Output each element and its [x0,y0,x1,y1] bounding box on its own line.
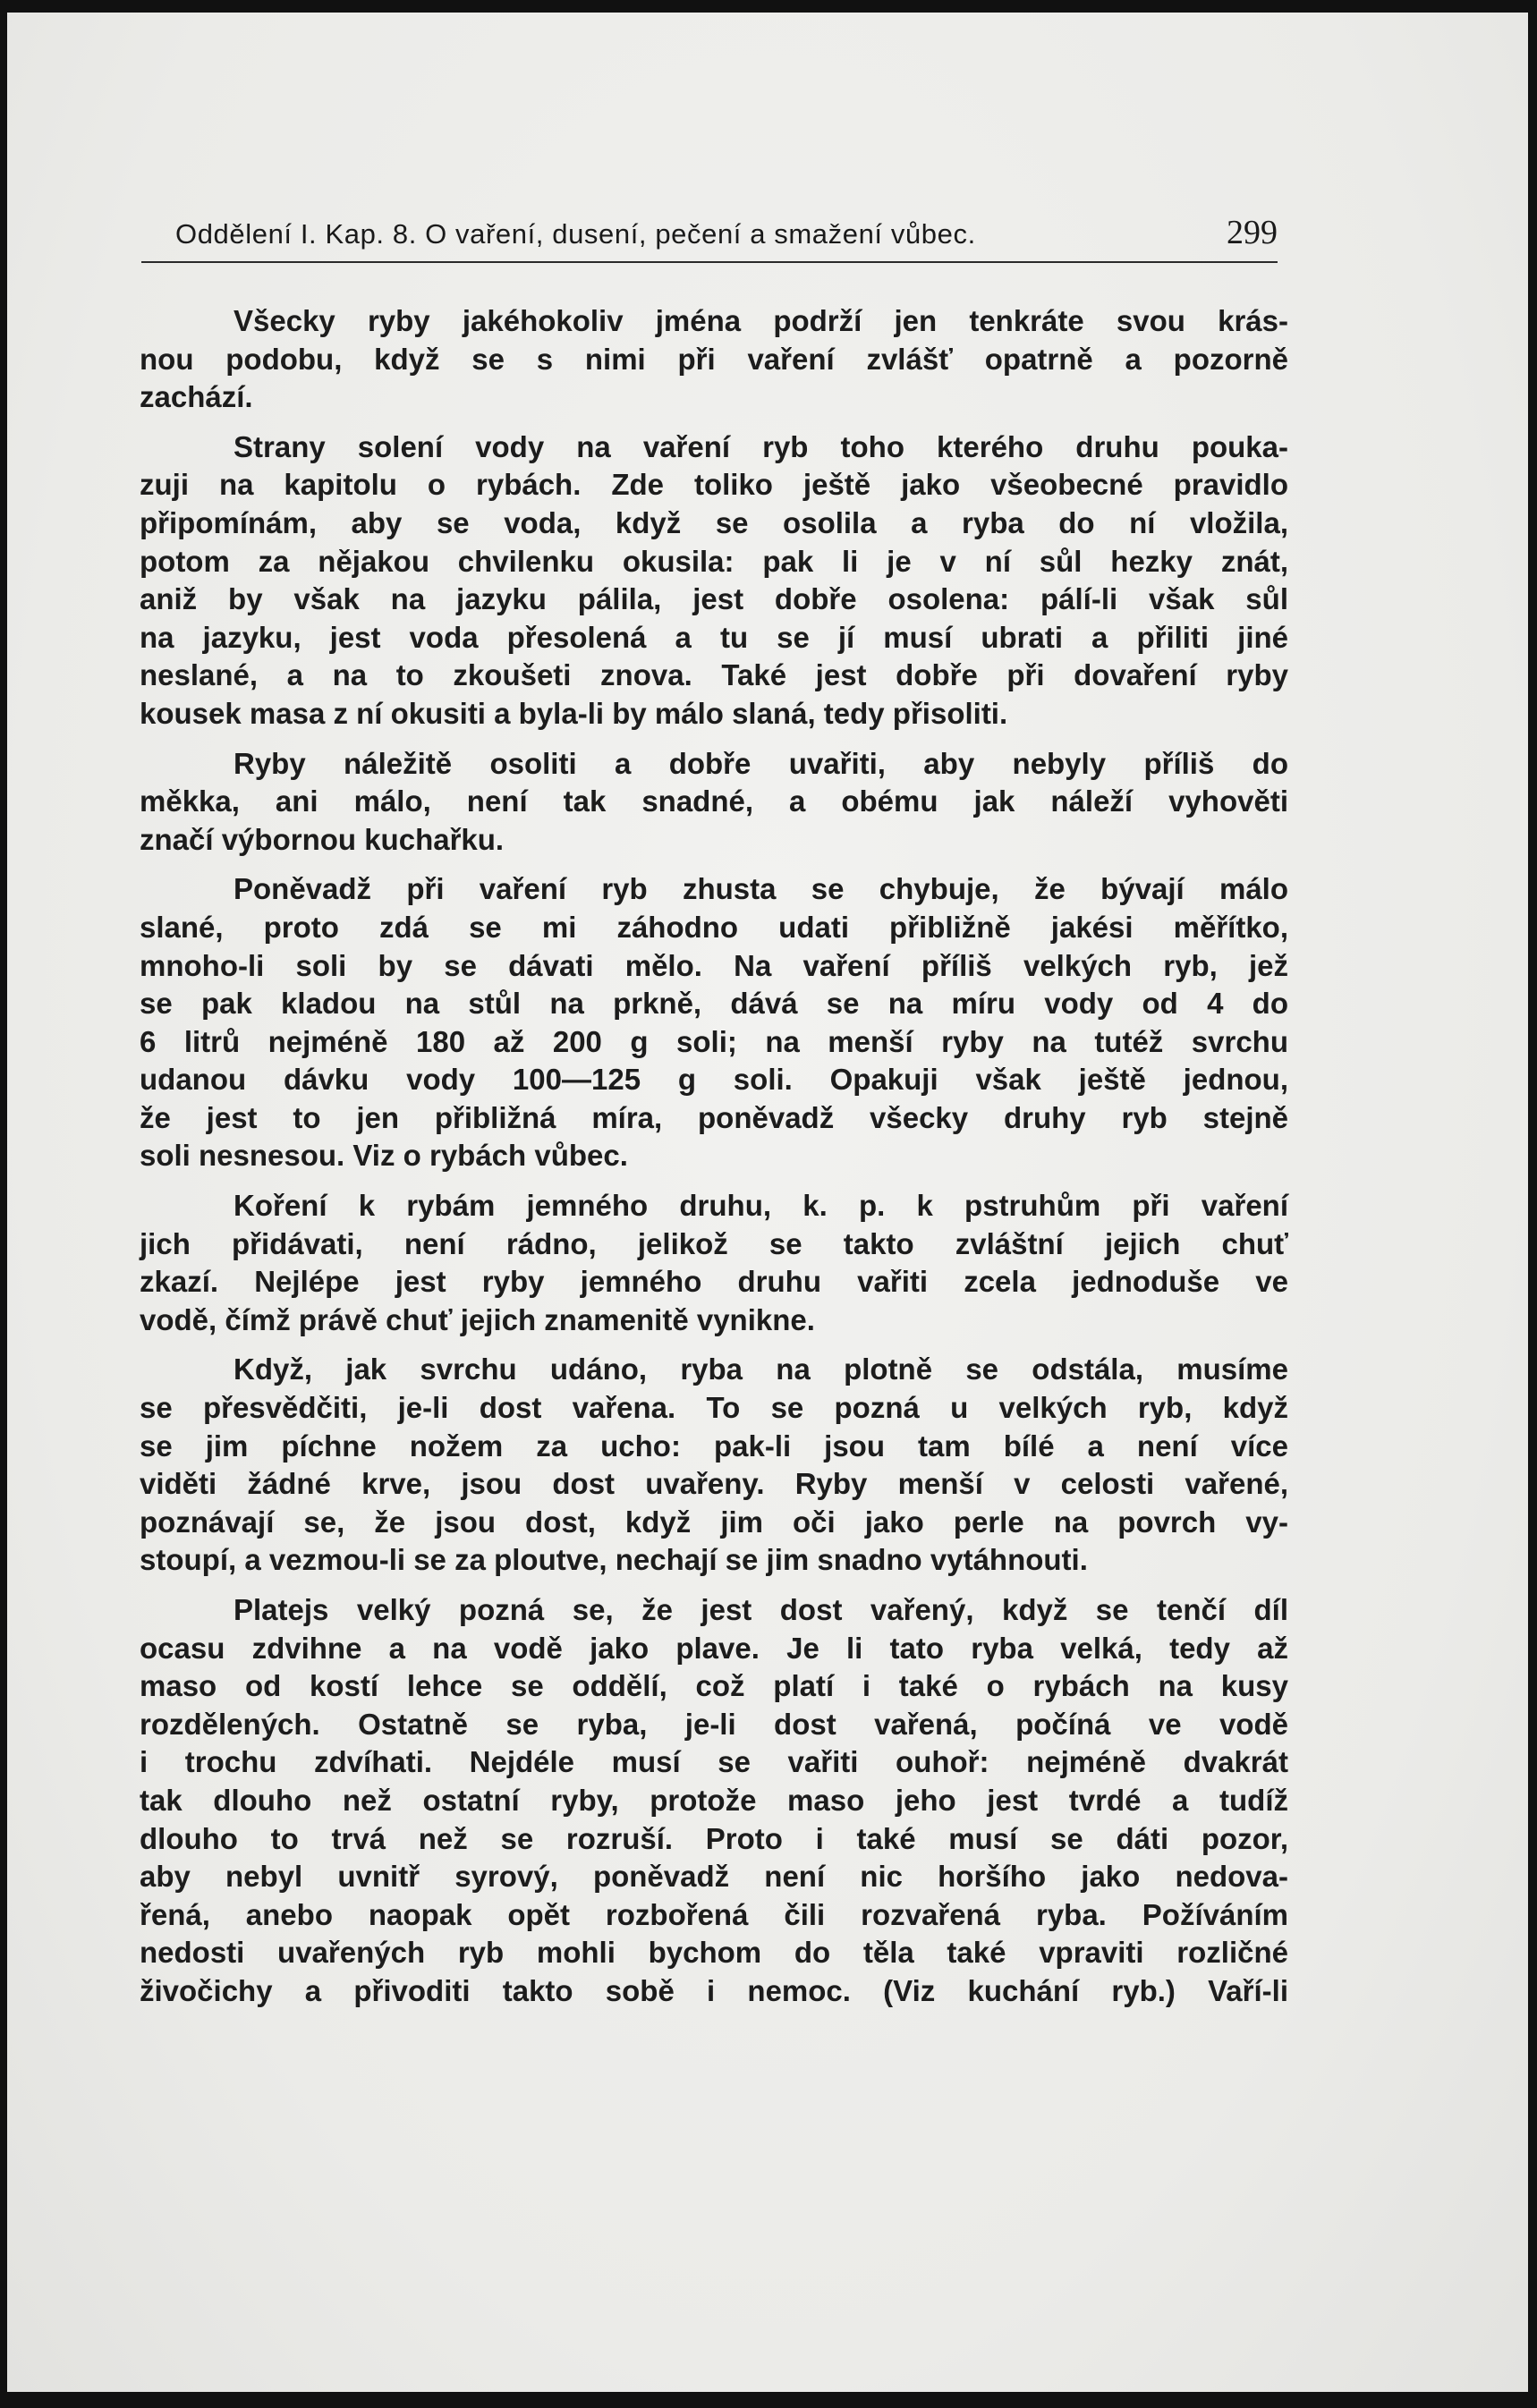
text-line: Platejs velký pozná se, že jest dost vařený, když se tenčí díl [234,1593,1288,1626]
text-line: Ryby náležitě osoliti a dobře uvařiti, aby nebyly příliš do [234,746,1288,780]
text-line: i trochu zdvíhati. Nejdéle musí se vařiti ouhoř: nejméně dvakrát [140,1745,1288,1779]
text-line: se přesvědčiti, je-li dost vařena. To se pozná u velkých ryb, když [140,1391,1288,1425]
text-line: jich přidávati, není rádno, jelikož se takto zvláštní jejich chuť [140,1226,1288,1260]
text-line: neslané, a na to zkoušeti znova. Také jest dobře při dovaření ryby [140,658,1288,692]
text-line: Poněvadž při vaření ryb zhusta se chybuje, že bývají málo [234,872,1288,906]
header-rule [141,261,1278,263]
text-line: řená, anebo naopak opět rozbořená čili rozvařená ryba. Požíváním [140,1897,1288,1931]
text-line: udanou dávku vody 100—125 g soli. Opakuji však ještě jednou, [140,1063,1288,1097]
text-line: slané, proto zdá se mi záhodno udati přibližně jakési měřítko, [140,910,1288,944]
paragraph [140,302,1288,417]
text-line: mnoho-li soli by se dávati mělo. Na vaření příliš velkých ryb, jež [140,948,1288,982]
text-line: že jest to jen přibližná míra, poněvadž všecky druhy ryb stejně [140,1100,1288,1134]
book-page [7,13,1528,2392]
text-line: 6 litrů nejméně 180 až 200 g soli; na menší ryby na tutéž svrchu [140,1024,1288,1058]
text-line: nedosti uvařených ryb mohli bychom do těla také vpraviti rozličné [140,1936,1288,1970]
text-line: zkazí. Nejlépe jest ryby jemného druhu vařiti zcela jednoduše ve [140,1265,1288,1299]
text-line: maso od kostí lehce se oddělí, což platí i také o rybách na kusy [140,1669,1288,1703]
text-line: soli nesnesou. Viz o rybách vůbec. [140,1139,628,1173]
running-header [175,211,1278,254]
text-line: Koření k rybám jemného druhu, k. p. k pstruhům při vaření [234,1189,1288,1223]
text-line: živočichy a přivoditi takto sobě i nemoc. (Viz kuchání ryb.) Vaří-li [140,1973,1288,2007]
paragraph [140,428,1288,733]
text-line: rozdělených. Ostatně se ryba, je-li dost vařená, počíná ve vodě [140,1707,1288,1741]
paragraph [140,745,1288,860]
body-text [140,302,1288,2022]
text-line: značí výbornou kuchařku. [140,822,505,856]
text-line: tak dlouho než ostatní ryby, protože maso jeho jest tvrdé a tudíž [140,1783,1288,1817]
text-line: vodě, čímž právě chuť jejich znamenitě vynikne. [140,1302,815,1336]
paragraph [140,1187,1288,1339]
text-line: viděti žádné krve, jsou dost uvařeny. Ryby menší v celosti vařené, [140,1467,1288,1501]
text-line: kousek masa z ní okusiti a byla-li by málo slaná, tedy přisoliti. [140,696,1008,730]
text-line: se jim píchne nožem za ucho: pak-li jsou tam bílé a není více [140,1429,1288,1463]
text-line: aniž by však na jazyku pálila, jest dobře osolena: pálí-li však sůl [140,582,1288,616]
text-line: nou podobu, když se s nimi při vaření zvlášť opatrně a pozorně [140,342,1288,376]
text-line: měkka, ani málo, není tak snadné, a obému jak náleží vyhověti [140,784,1288,818]
text-line: ocasu zdvihne a na vodě jako plave. Je li tato ryba velká, tedy až [140,1631,1288,1665]
text-line: Všecky ryby jakéhokoliv jména podrží jen tenkráte svou krás- [234,304,1288,337]
chapter-title: Oddělení I. Kap. 8. O vaření, dusení, pečení a smažení vůbec. [175,218,976,250]
text-line: stoupí, a vezmou-li se za ploutve, nechají se jim snadno vytáhnouti. [140,1543,1088,1577]
text-line: připomínám, aby se voda, když se osolila a ryba do ní vložila, [140,505,1288,539]
text-line: poznávají se, že jsou dost, když jim oči jako perle na povrch vy- [140,1505,1288,1539]
text-line: dlouho to trvá než se rozruší. Proto i také musí se dáti pozor, [140,1821,1288,1855]
text-line: potom za nějakou chvilenku okusila: pak li je v ní sůl hezky znát, [140,544,1288,578]
paragraph [140,1351,1288,1580]
text-line: Když, jak svrchu udáno, ryba na plotně se odstála, musíme [234,1352,1288,1386]
paragraph [140,870,1288,1175]
text-line: na jazyku, jest voda přesolená a tu se jí musí ubrati a přiliti jiné [140,620,1288,654]
text-line: aby nebyl uvnitř syrový, poněvadž není nic horšího jako nedova- [140,1860,1288,1894]
page-number: 299 [1227,214,1278,251]
text-line: Strany solení vody na vaření ryb toho kterého druhu pouka- [234,429,1288,463]
text-line: se pak kladou na stůl na prkně, dává se na míru vody od 4 do [140,987,1288,1021]
paragraph [140,1591,1288,2011]
text-line: zachází. [140,380,253,414]
text-line: zuji na kapitolu o rybách. Zde toliko ještě jako všeobecné pravidlo [140,468,1288,502]
